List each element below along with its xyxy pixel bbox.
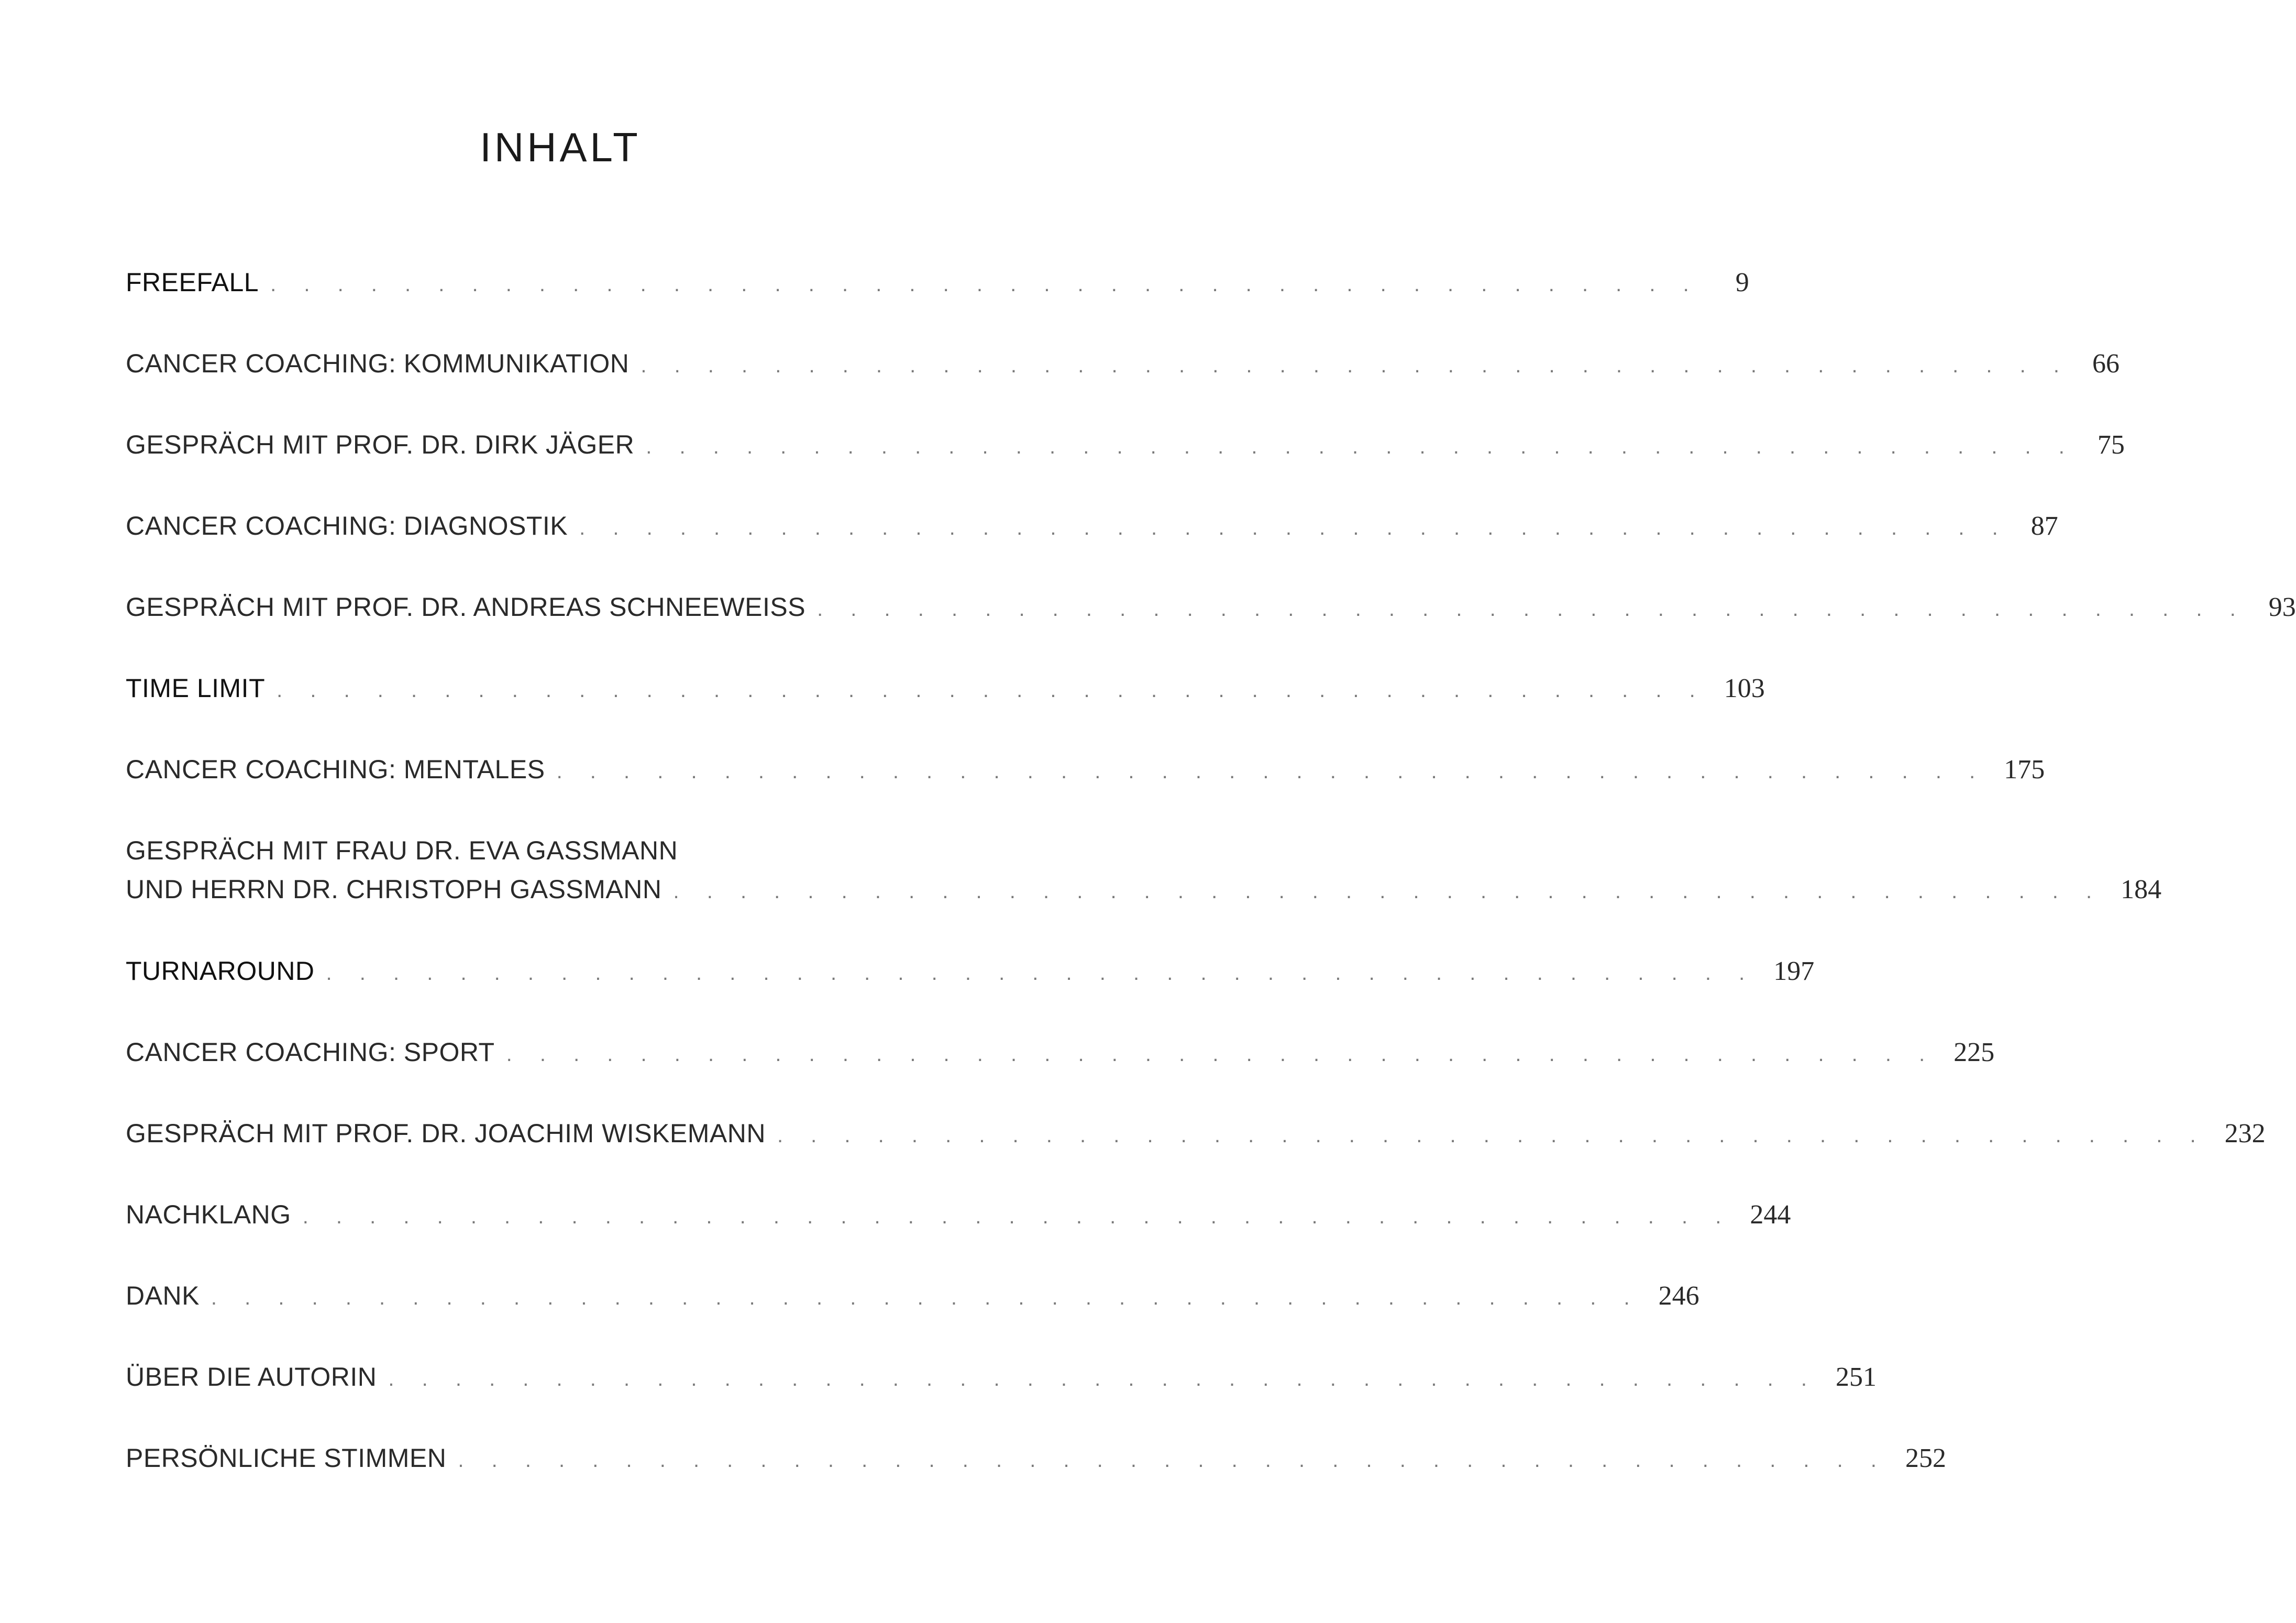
toc-entry[interactable] [126,1276,1699,1317]
dot-leader: . . . . . . . . . . . . . . . . . . . . . . . . . . . . . . . . . . . . . . . . . . . [579,516,2009,539]
dot-leader: . . . . . . . . . . . . . . . . . . . . . . . . . . . . . . . . . . . . . . . . . . . [646,435,2076,458]
toc-entry-page: 225 [1953,1037,1995,1067]
toc-entry-page: 93 [2268,592,2296,622]
toc-entry[interactable] [126,1114,2266,1155]
toc-entry-title-line1: GESPRÄCH MIT FRAU DR. EVA GASSMANN [126,836,678,865]
toc-entry[interactable] [126,263,1749,304]
dot-leader: . . . . . . . . . . . . . . . . . . . . . . . . . . . . . . . . . . . . . . . . . . . [277,679,1706,702]
toc-entry-title: CANCER COACHING: SPORT [126,1037,495,1067]
dot-leader: . . . . . . . . . . . . . . . . . . . . . . . . . . . . . . . . . . . . . . . . . . . [388,1367,1818,1390]
toc-entry[interactable] [126,1439,1946,1480]
dot-leader: . . . . . . . . . . . . . . . . . . . . . . . . . . . . . . . . . . . . . . . . . . . [458,1449,1887,1472]
toc-entry-title: NACHKLANG [126,1200,291,1229]
toc-entry-title: TIME LIMIT [126,674,266,703]
dot-leader: . . . . . . . . . . . . . . . . . . . . . . . . . . . . . . . . . . . . . . . . . . . [641,354,2070,377]
toc-entry-page: 175 [2004,755,2045,785]
dot-leader: . . . . . . . . . . . . . . . . . . . . . . . . . . . . . . . . . . . . . . . . . . . [556,760,1986,783]
toc-entry-title: CANCER COACHING: DIAGNOSTIK [126,511,568,540]
dot-leader: . . . . . . . . . . . . . . . . . . . . . . . . . . . . . . . . . . . . . . . . . . . [777,1124,2207,1147]
toc-heading: INHALT [480,124,641,171]
toc-entry[interactable] [126,425,2125,466]
toc-entry-page: 232 [2224,1119,2266,1149]
toc-entry[interactable] [126,750,2045,791]
toc-entry-title: UND HERRN DR. CHRISTOPH GASSMANN [126,875,662,904]
toc-entry-page: 244 [1750,1200,1791,1230]
dot-leader: . . . . . . . . . . . . . . . . . . . . . . . . . . . . . . . . . . . . . . . . . . . [302,1205,1732,1228]
toc-entry-title: DANK [126,1281,200,1310]
dot-leader: . . . . . . . . . . . . . . . . . . . . . . . . . . . . . . . . . . . . . . . . . . . [673,880,2103,903]
toc-entry[interactable] [126,831,2162,911]
toc-entry-page: 252 [1905,1443,1946,1473]
dot-leader: . . . . . . . . . . . . . . . . . . . . . . . . . . . . . . . . . . . . . . . . . . . [817,598,2247,621]
dot-leader: . . . . . . . . . . . . . . . . . . . . . . . . . . . . . . . . . . . . . . . . . . . [506,1043,1936,1066]
toc-entry[interactable] [126,1033,1995,1074]
toc-entry-title: GESPRÄCH MIT PROF. DR. ANDREAS SCHNEEWEISS [126,592,806,622]
toc-entry[interactable] [126,1357,1877,1398]
toc-entry[interactable] [126,1195,1791,1236]
toc-entry[interactable] [126,669,1765,710]
toc-entry-title: TURNAROUND [126,956,315,986]
toc-entry-page: 246 [1658,1281,1699,1311]
toc-entry-page: 87 [2030,511,2058,541]
toc-entry-page: 197 [1773,956,1815,986]
toc-entry[interactable] [126,344,2120,385]
toc-entry-title: CANCER COACHING: KOMMUNIKATION [126,349,630,378]
toc-entry-page: 103 [1724,674,1765,703]
toc-entry-title: GESPRÄCH MIT PROF. DR. JOACHIM WISKEMANN [126,1119,766,1148]
toc-entry[interactable] [126,588,2296,628]
toc-entry-title: ÜBER DIE AUTORIN [126,1362,377,1392]
toc-entry[interactable] [126,952,1815,992]
toc-entry-page: 66 [2092,349,2120,379]
toc-entry-title: CANCER COACHING: MENTALES [126,755,545,784]
toc-entry-page: 75 [2097,430,2125,460]
toc-entry-page: 9 [1735,268,1749,297]
dot-leader: . . . . . . . . . . . . . . . . . . . . . . . . . . . . . . . . . . . . . . . . . . . [270,273,1700,296]
toc-entry-title: PERSÖNLICHE STIMMEN [126,1443,447,1473]
dot-leader: . . . . . . . . . . . . . . . . . . . . . . . . . . . . . . . . . . . . . . . . . . . [211,1286,1641,1309]
toc-entry-title: FREEFALL [126,268,259,297]
toc-entry-page: 251 [1836,1362,1877,1392]
toc-entry-title: GESPRÄCH MIT PROF. DR. DIRK JÄGER [126,430,635,459]
toc-entry[interactable] [126,506,2058,547]
toc-entry-page: 184 [2121,875,2162,904]
dot-leader: . . . . . . . . . . . . . . . . . . . . . . . . . . . . . . . . . . . . . . . . . . . [326,962,1756,985]
